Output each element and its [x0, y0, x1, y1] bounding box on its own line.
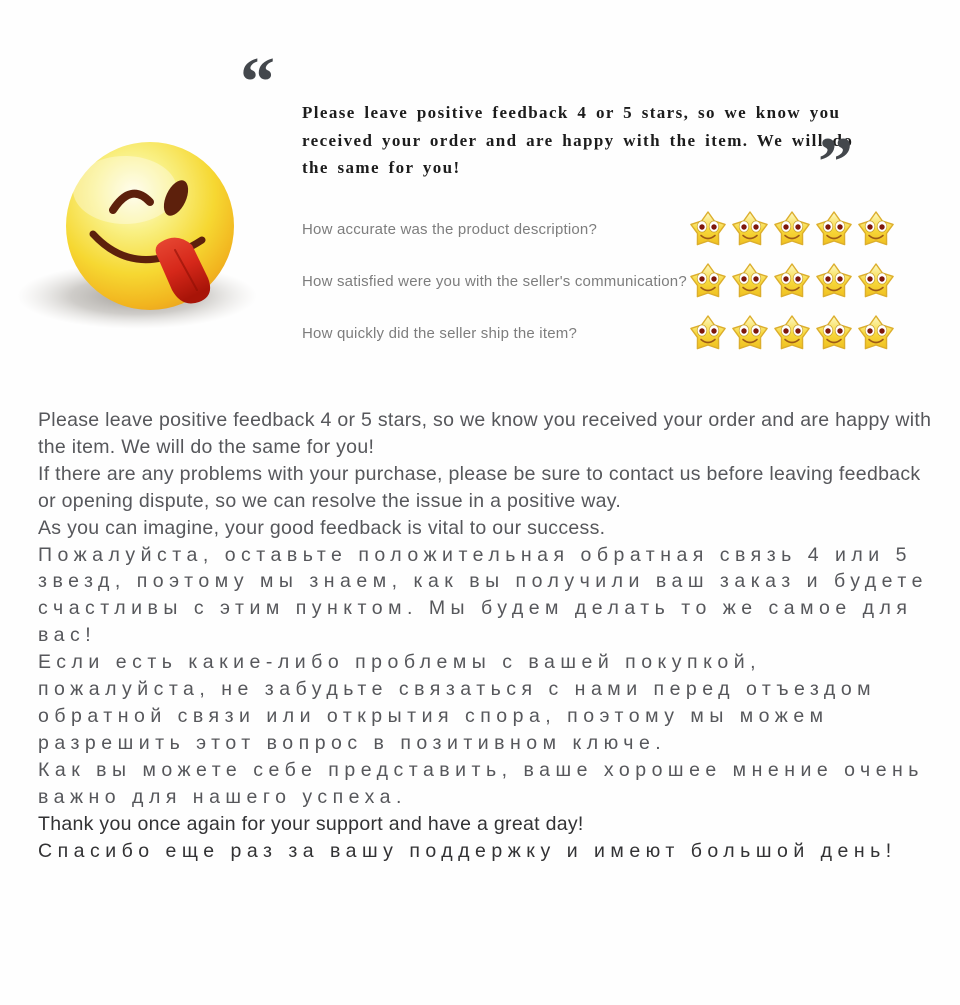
- rating-row: [302, 203, 896, 255]
- rating-question-label: How accurate was the product description?: [302, 220, 598, 238]
- rating-row: [302, 307, 896, 359]
- smiling-star-icon[interactable]: [688, 313, 728, 353]
- rating-question-label: How quickly did the seller ship the item?: [302, 324, 577, 342]
- rating-question-label: How satisfied were you with the seller's communication?: [302, 272, 687, 290]
- star-rating[interactable]: [688, 209, 896, 249]
- smiling-star-icon[interactable]: [730, 261, 770, 301]
- english-paragraph: If there are any problems with your purchase, please be sure to contact us before leaving feedback or opening dispute, so we can resolve the issue in a positive way.: [38, 462, 921, 512]
- open-quote-mark: “: [240, 44, 273, 121]
- winking-smiley-icon: [15, 138, 265, 338]
- smiling-star-icon[interactable]: [856, 261, 896, 301]
- english-paragraph: As you can imagine, your good feedback is vital to our success.: [38, 516, 606, 539]
- closing-line-english: Thank you once again for your support and have a great day!: [38, 812, 584, 835]
- smiling-star-icon[interactable]: [814, 261, 854, 301]
- english-paragraph: Please leave positive feedback 4 or 5 stars, so we know you received your order and are happy with the item. We will do the same for you!: [38, 409, 932, 458]
- russian-paragraph: Если есть какие-либо проблемы с вашей покупкой, пожалуйста, не забудьте связаться с нами перед отъездом обратной связи или открытия спора, поэтому мы можем разрешить этот вопрос в позитивном ключе.: [38, 651, 877, 754]
- smiling-star-icon[interactable]: [814, 209, 854, 249]
- star-rating[interactable]: [688, 313, 896, 353]
- smiling-star-icon[interactable]: [814, 313, 854, 353]
- feedback-headline: Please leave positive feedback 4 or 5 stars, so we know you received your order and are happy with the item. We will do the same for you!: [302, 103, 854, 177]
- body-text: [38, 407, 934, 864]
- rating-questions: [302, 203, 896, 359]
- smiling-star-icon[interactable]: [856, 209, 896, 249]
- smiling-star-icon[interactable]: [772, 261, 812, 301]
- smiling-star-icon[interactable]: [688, 261, 728, 301]
- closing-line-russian: Спасибо еще раз за вашу поддержку и имеют большой день!: [38, 839, 897, 862]
- russian-paragraphs: [38, 542, 934, 811]
- smiling-star-icon[interactable]: [730, 313, 770, 353]
- russian-paragraph: Пожалуйста, оставьте положительная обратная связь 4 или 5 звезд, поэтому мы знаем, как вы получили ваш заказ и будете счастливы с этим пунктом. Мы будем делать то же самое для вас!: [38, 543, 928, 647]
- smiling-star-icon[interactable]: [772, 209, 812, 249]
- smiling-star-icon[interactable]: [856, 313, 896, 353]
- english-paragraphs: [38, 407, 934, 542]
- close-quote-mark: ”: [818, 124, 851, 201]
- smiling-star-icon[interactable]: [730, 209, 770, 249]
- russian-paragraph: Как вы можете себе представить, ваше хорошее мнение очень важно для нашего успеха.: [38, 758, 924, 808]
- rating-row: [302, 255, 896, 307]
- star-rating[interactable]: [688, 261, 896, 301]
- smiling-star-icon[interactable]: [688, 209, 728, 249]
- smiling-star-icon[interactable]: [772, 313, 812, 353]
